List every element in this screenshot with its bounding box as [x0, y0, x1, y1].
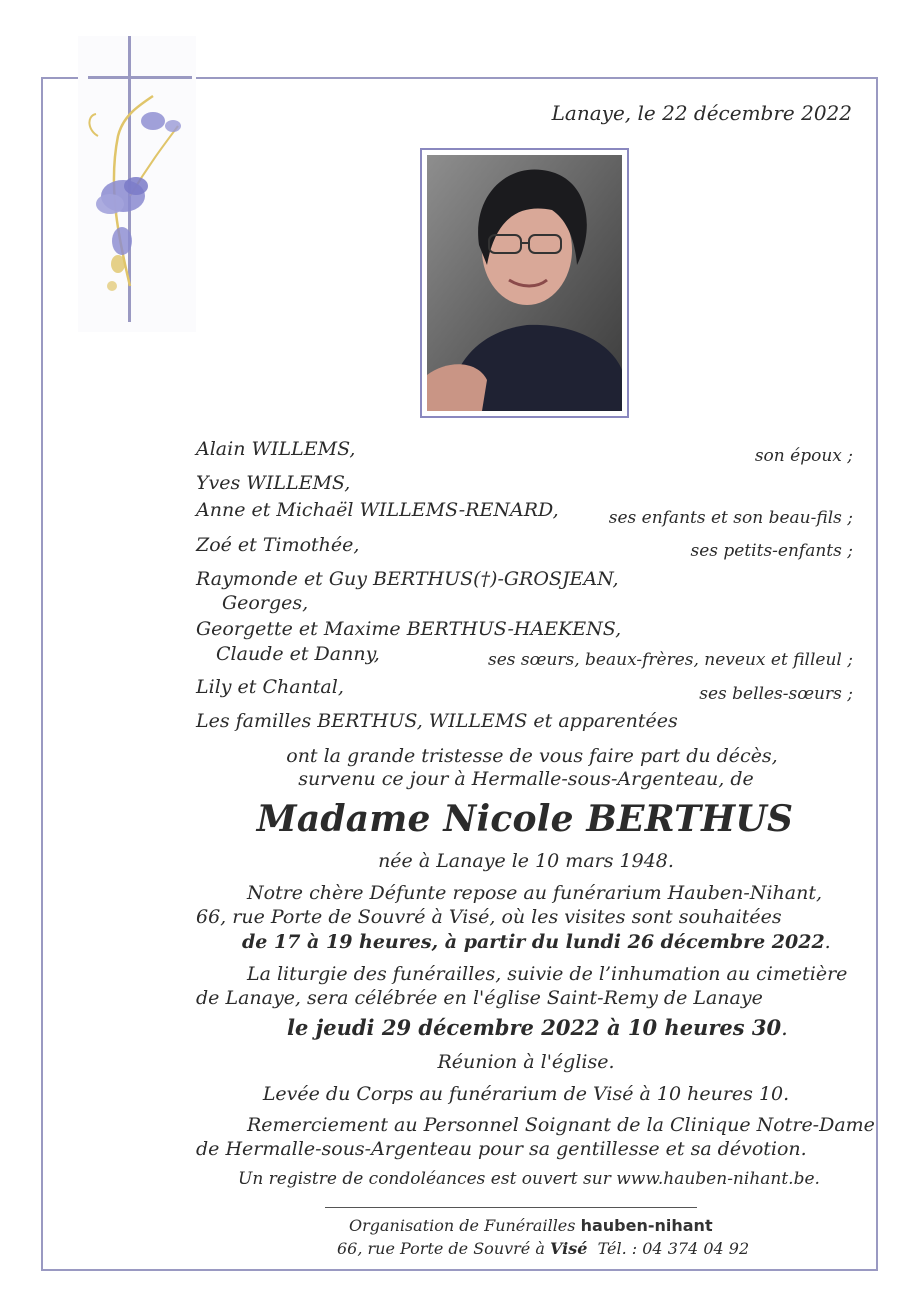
family-name: Lily et Chantal,	[196, 676, 344, 698]
org-line: Organisation de Funérailles hauben-nihant	[349, 1216, 713, 1235]
thanks-line: Remerciement au Personnel Soignant de la Clinique Notre-Dame	[247, 1114, 875, 1136]
levee-info: Levée du Corps au funérarium de Visé à 10 heures 10.	[262, 1083, 790, 1105]
family-name: Zoé et Timothée,	[196, 534, 360, 556]
family-name: Anne et Michaël WILLEMS-RENARD,	[196, 499, 559, 521]
visitation-line: 66, rue Porte de Souvré à Visé, où les visites sont souhaitées	[196, 906, 782, 928]
family-role: ses enfants et son beau-fils ;	[608, 508, 853, 528]
place-date: Lanaye, le 22 décembre 2022	[551, 101, 852, 125]
cross-flower-icon	[78, 36, 196, 332]
meeting-info: Réunion à l'église.	[437, 1051, 615, 1073]
family-role: ses belles-sœurs ;	[699, 684, 853, 704]
org-address: 66, rue Porte de Souvré à Visé Tél. : 04 374 04 92	[337, 1239, 750, 1258]
family-name: Alain WILLEMS,	[196, 438, 356, 460]
visitation-line: Notre chère Défunte repose au funérarium Hauben-Nihant,	[247, 882, 823, 904]
thanks-line: de Hermalle-sous-Argenteau pour sa gentillesse et sa dévotion.	[196, 1138, 807, 1160]
visitation-hours: de 17 à 19 heures, à partir du lundi 26 décembre 2022.	[242, 931, 831, 953]
family-name: Georgette et Maxime BERTHUS-HAEKENS,	[196, 618, 622, 640]
family-name: Les familles BERTHUS, WILLEMS et apparentées	[196, 710, 678, 732]
deceased-name: Madame Nicole BERTHUS	[256, 798, 794, 840]
funeral-datetime: le jeudi 29 décembre 2022 à 10 heures 30.	[287, 1015, 788, 1040]
family-role: ses petits-enfants ;	[690, 541, 853, 561]
portrait-photo	[420, 148, 629, 418]
family-name: Raymonde et Guy BERTHUS(†)-GROSJEAN,	[196, 568, 619, 590]
funeral-line: La liturgie des funérailles, suivie de l’inhumation au cimetière	[247, 963, 848, 985]
family-name: Claude et Danny,	[216, 643, 380, 665]
family-name: Yves WILLEMS,	[196, 472, 351, 494]
brand-logo: hauben-nihant	[580, 1216, 713, 1235]
announcement-line: survenu ce jour à Hermalle-sous-Argenteau, de	[298, 768, 754, 790]
family-role: ses sœurs, beaux-frères, neveux et filleul ;	[487, 650, 853, 670]
funeral-line: de Lanaye, sera célébrée en l'église Saint-Remy de Lanaye	[196, 987, 763, 1009]
condolence-register: Un registre de condoléances est ouvert sur www.hauben-nihant.be.	[238, 1169, 820, 1189]
birth-info: née à Lanaye le 10 mars 1948.	[378, 850, 674, 872]
announcement-line: ont la grande tristesse de vous faire part du décès,	[286, 745, 778, 767]
family-role: son époux ;	[754, 446, 853, 466]
family-name: Georges,	[222, 592, 309, 614]
footer-divider	[325, 1207, 697, 1208]
